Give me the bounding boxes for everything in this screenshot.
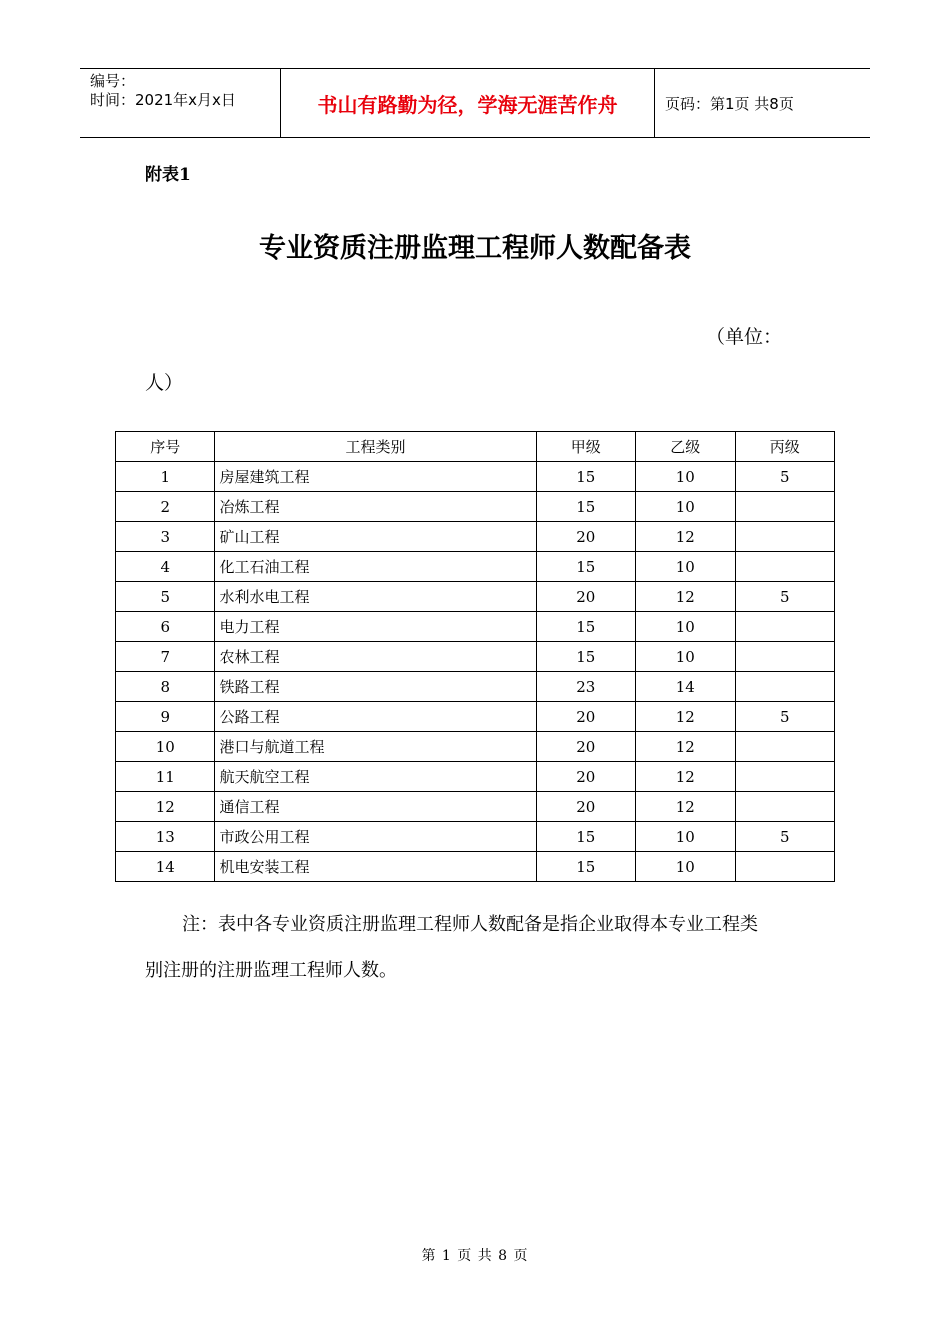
cell-grade-b: 12 (636, 582, 735, 612)
document-time-label: 时间：2021年x月x日 (90, 91, 236, 109)
table-row (116, 852, 835, 882)
cell-category: 矿山工程 (215, 522, 536, 552)
cell-grade-c: 5 (735, 462, 834, 492)
table-row (116, 792, 835, 822)
cell-category: 通信工程 (215, 792, 536, 822)
cell-grade-b: 14 (636, 672, 735, 702)
cell-serial: 3 (116, 522, 215, 552)
cell-category: 公路工程 (215, 702, 536, 732)
cell-grade-a: 20 (536, 582, 635, 612)
cell-grade-b: 10 (636, 552, 735, 582)
cell-serial: 12 (116, 792, 215, 822)
table-note-line-1: 注：表中各专业资质注册监理工程师人数配备是指企业取得本专业工程类 (182, 914, 758, 935)
table-row (116, 642, 835, 672)
cell-serial: 14 (116, 852, 215, 882)
cell-grade-b: 12 (636, 702, 735, 732)
cell-category: 电力工程 (215, 612, 536, 642)
cell-grade-a: 20 (536, 702, 635, 732)
header-grade-c: 丙级 (735, 432, 834, 462)
header-serial: 序号 (116, 432, 215, 462)
cell-grade-c (735, 522, 834, 552)
document-title: 专业资质注册监理工程师人数配备表 (259, 233, 691, 264)
cell-grade-b: 10 (636, 612, 735, 642)
cell-grade-a: 15 (536, 642, 635, 672)
table-note-line-2: 别注册的注册监理工程师人数。 (145, 960, 397, 981)
cell-serial: 11 (116, 762, 215, 792)
unit-note-start: （单位： (706, 326, 783, 348)
cell-grade-c (735, 642, 834, 672)
cell-category: 房屋建筑工程 (215, 462, 536, 492)
unit-note-end: 人） (145, 372, 184, 394)
cell-category: 农林工程 (215, 642, 536, 672)
table-row (116, 762, 835, 792)
cell-serial: 2 (116, 492, 215, 522)
cell-category: 化工石油工程 (215, 552, 536, 582)
cell-grade-c (735, 732, 834, 762)
cell-grade-c (735, 852, 834, 882)
table-row (116, 522, 835, 552)
header-motto-cell (281, 69, 655, 137)
staffing-table (115, 431, 835, 882)
cell-grade-b: 10 (636, 852, 735, 882)
cell-category: 铁路工程 (215, 672, 536, 702)
table-row (116, 582, 835, 612)
cell-grade-c: 5 (735, 822, 834, 852)
header-category: 工程类别 (215, 432, 536, 462)
header-grade-a: 甲级 (536, 432, 635, 462)
cell-grade-b: 10 (636, 492, 735, 522)
cell-grade-a: 20 (536, 522, 635, 552)
cell-category: 水利水电工程 (215, 582, 536, 612)
table-body (116, 462, 835, 882)
cell-category: 航天航空工程 (215, 762, 536, 792)
cell-grade-c: 5 (735, 582, 834, 612)
page-footer: 第 1 页 共 8 页 (421, 1248, 529, 1264)
cell-grade-b: 10 (636, 462, 735, 492)
cell-serial: 6 (116, 612, 215, 642)
cell-grade-c: 5 (735, 702, 834, 732)
cell-grade-b: 12 (636, 522, 735, 552)
header-meta-cell (80, 69, 281, 137)
cell-grade-b: 10 (636, 822, 735, 852)
page-header (80, 68, 870, 138)
table-row (116, 552, 835, 582)
document-id-label: 编号： (90, 72, 136, 90)
cell-grade-a: 23 (536, 672, 635, 702)
cell-grade-c (735, 792, 834, 822)
cell-category: 机电安装工程 (215, 852, 536, 882)
cell-serial: 8 (116, 672, 215, 702)
table-row (116, 822, 835, 852)
cell-grade-c (735, 672, 834, 702)
cell-grade-a: 15 (536, 552, 635, 582)
header-grade-b: 乙级 (636, 432, 735, 462)
cell-grade-a: 15 (536, 612, 635, 642)
table-row (116, 702, 835, 732)
cell-category: 港口与航道工程 (215, 732, 536, 762)
cell-grade-b: 10 (636, 642, 735, 672)
table-header-row (116, 432, 835, 462)
cell-grade-a: 20 (536, 792, 635, 822)
table-row (116, 492, 835, 522)
cell-grade-a: 15 (536, 852, 635, 882)
cell-serial: 5 (116, 582, 215, 612)
header-motto: 书山有路勤为径，学海无涯苦作舟 (317, 93, 618, 117)
cell-grade-b: 12 (636, 732, 735, 762)
header-page-info: 页码：第1页 共8页 (665, 95, 794, 113)
cell-serial: 7 (116, 642, 215, 672)
cell-grade-c (735, 762, 834, 792)
table-row (116, 732, 835, 762)
cell-grade-a: 20 (536, 762, 635, 792)
table-row (116, 612, 835, 642)
cell-serial: 1 (116, 462, 215, 492)
cell-serial: 10 (116, 732, 215, 762)
cell-grade-c (735, 552, 834, 582)
cell-grade-a: 15 (536, 462, 635, 492)
cell-category: 市政公用工程 (215, 822, 536, 852)
cell-serial: 9 (116, 702, 215, 732)
cell-serial: 13 (116, 822, 215, 852)
cell-grade-a: 15 (536, 492, 635, 522)
cell-grade-c (735, 492, 834, 522)
cell-grade-a: 20 (536, 732, 635, 762)
cell-grade-b: 12 (636, 762, 735, 792)
table-row (116, 462, 835, 492)
cell-serial: 4 (116, 552, 215, 582)
table-row (116, 672, 835, 702)
cell-grade-a: 15 (536, 822, 635, 852)
cell-category: 冶炼工程 (215, 492, 536, 522)
header-page-cell (655, 69, 870, 137)
cell-grade-b: 12 (636, 792, 735, 822)
cell-grade-c (735, 612, 834, 642)
annex-label: 附表1 (145, 165, 191, 185)
